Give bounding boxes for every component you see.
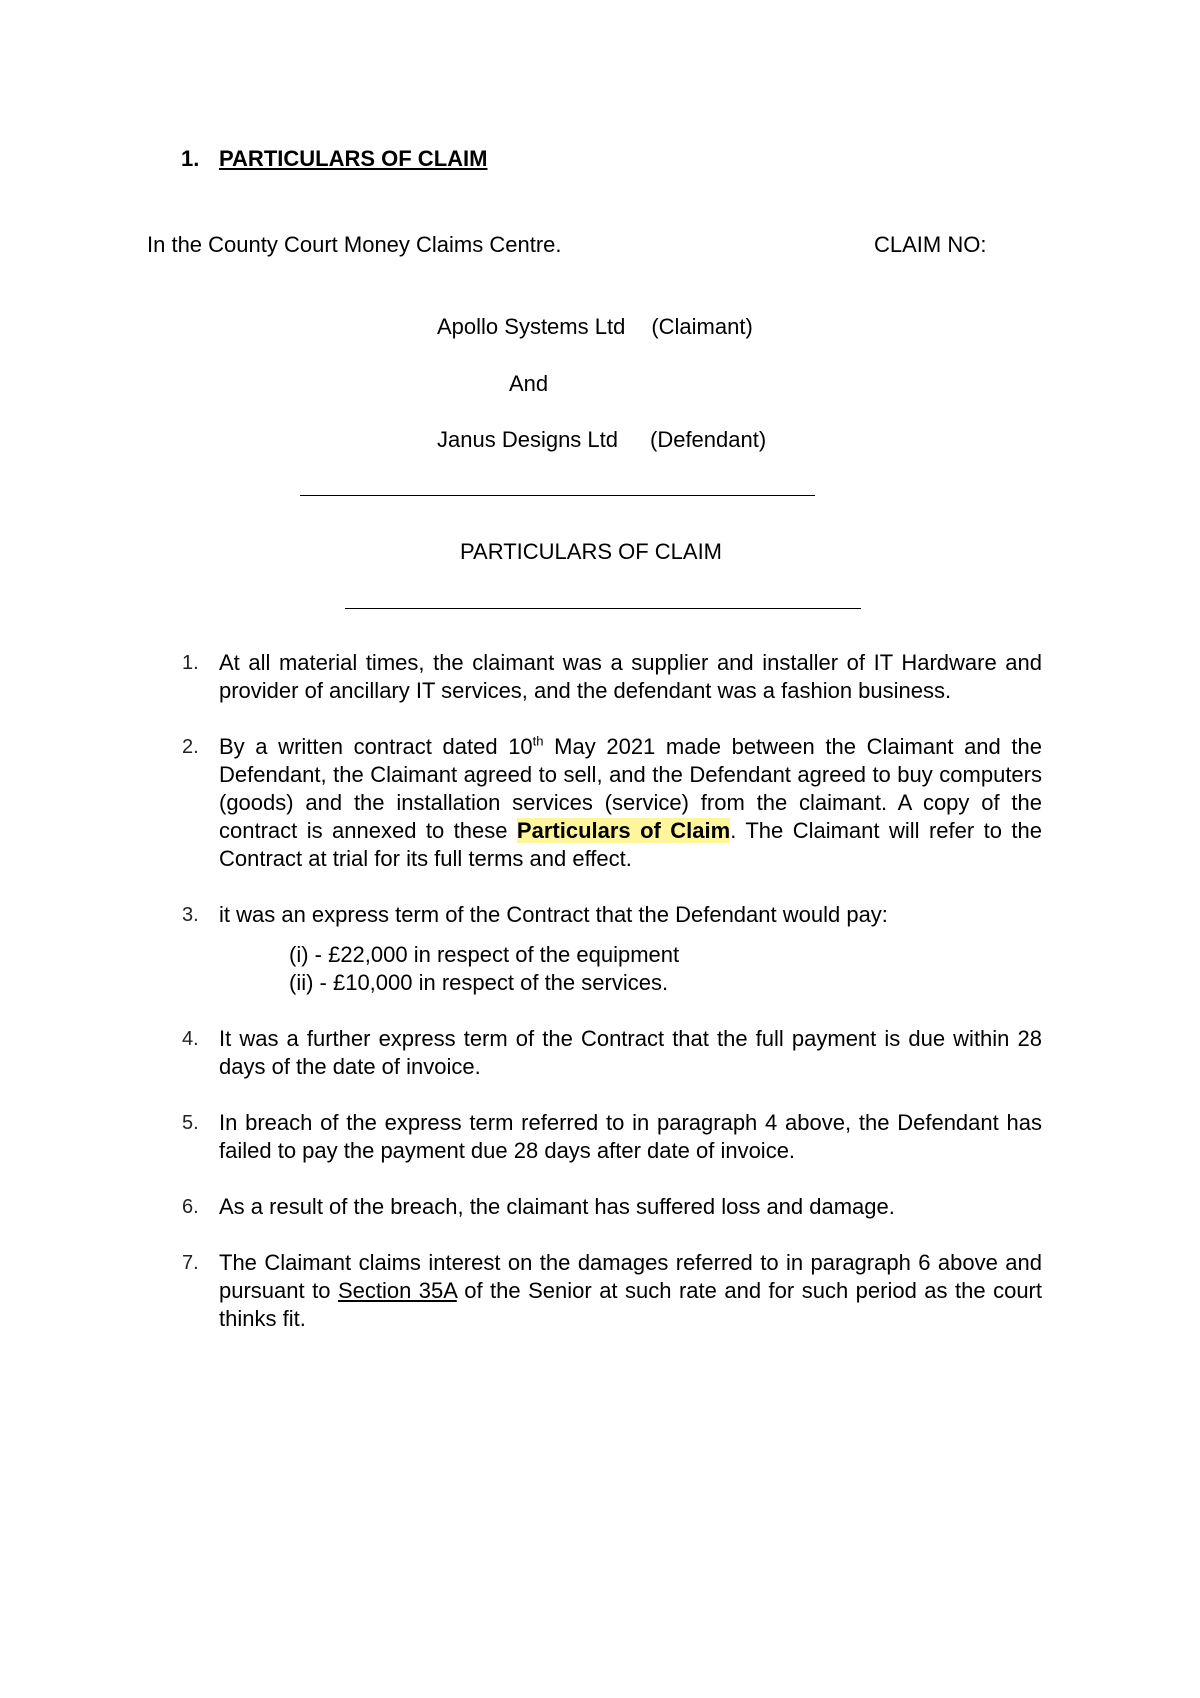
claim-number-label: CLAIM NO: [874, 232, 987, 257]
paragraph-text: In breach of the express term referred to in paragraph 4 above, the Defendant has failed to pay the payment due 28 days after date of invoice. [219, 1110, 1042, 1163]
paragraph-number: 5. [182, 1112, 199, 1134]
paragraph-text: At all material times, the claimant was a supplier and installer of IT Hardware and provider of ancillary IT services, and the defendant was a fashion business. [219, 650, 1042, 703]
horizontal-rule-bottom [345, 608, 861, 609]
text-fragment: May 2021 made between the Claimant and the Defendant, the Claimant agreed to sell, and the Defendant agreed to buy computers (goods) and the installation services (service) from the claimant. A copy of the contract is annexed to these [219, 734, 1042, 843]
paragraph-text [219, 1250, 1042, 1331]
paragraph-2 [182, 733, 1042, 873]
highlighted-phrase: Particulars of Claim [516, 818, 731, 843]
claimant-role: (Claimant) [651, 314, 753, 339]
paragraph-5 [182, 1109, 1042, 1165]
paragraph-number: 7. [182, 1252, 199, 1274]
heading-number: 1. [181, 146, 200, 171]
paragraph-7 [182, 1249, 1042, 1333]
text-fragment: The Claimant claims interest on the damages referred to in paragraph 6 above and pursuant to [219, 1250, 1042, 1303]
paragraph-3 [182, 901, 1042, 997]
heading-title: PARTICULARS OF CLAIM [219, 146, 488, 171]
paragraph-number: 3. [182, 904, 199, 926]
court-name: In the County Court Money Claims Centre. [147, 232, 562, 257]
claimant-name: Apollo Systems Ltd [437, 314, 626, 339]
payment-items [219, 941, 1042, 997]
particulars-subtitle: PARTICULARS OF CLAIM [460, 539, 723, 564]
claim-paragraphs [182, 649, 1042, 1361]
paragraph-6 [182, 1193, 1042, 1221]
paragraph-number: 6. [182, 1196, 199, 1218]
document-heading [181, 146, 487, 172]
and-separator: And [509, 371, 549, 396]
paragraph-text: It was a further express term of the Contract that the full payment is due within 28 days of the date of invoice. [219, 1026, 1042, 1079]
text-fragment: of the Senior at such rate and for such period as the court thinks fit. [219, 1278, 1042, 1331]
payment-item: (ii) - £10,000 in respect of the services. [289, 970, 669, 995]
payment-item: (i) - £22,000 in respect of the equipment [289, 942, 680, 967]
defendant-line [437, 427, 766, 453]
paragraph-4 [182, 1025, 1042, 1081]
paragraph-number: 4. [182, 1028, 199, 1050]
paragraph-number: 1. [182, 652, 199, 674]
paragraph-text [219, 734, 1042, 871]
defendant-role: (Defendant) [650, 427, 767, 452]
paragraph-1 [182, 649, 1042, 705]
defendant-name: Janus Designs Ltd [437, 427, 618, 452]
paragraph-number: 2. [182, 736, 199, 758]
text-fragment: By a written contract dated 10 [219, 734, 533, 759]
paragraph-text: As a result of the breach, the claimant has suffered loss and damage. [219, 1194, 895, 1219]
claimant-line [437, 314, 753, 340]
horizontal-rule-top [300, 495, 815, 496]
section-reference-link[interactable]: Section 35A [337, 1278, 457, 1303]
paragraph-text: it was an express term of the Contract that the Defendant would pay: [219, 902, 888, 927]
ordinal-suffix: th [532, 733, 544, 749]
text-fragment: . The Claimant will refer to the Contract at trial for its full terms and effect. [219, 818, 1042, 871]
